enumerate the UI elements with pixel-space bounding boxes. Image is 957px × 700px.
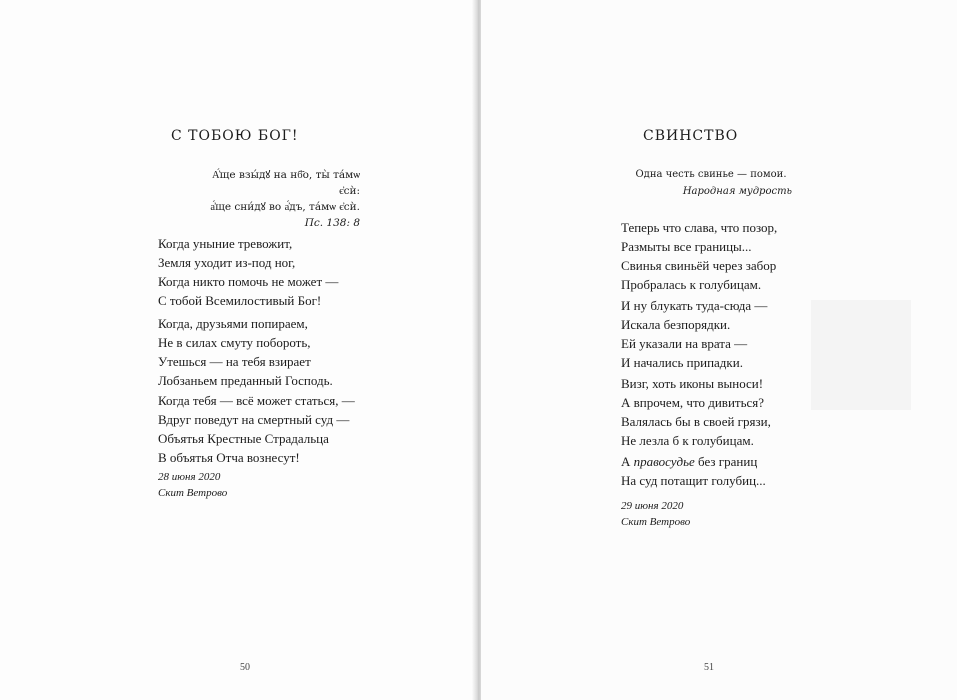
left-stanza-2 [158, 314, 333, 390]
poem-line: Когда, друзьями попираем, [158, 316, 308, 331]
right-page-number: 51 [704, 662, 714, 673]
right-poem-title: СВИНСТВО [643, 128, 739, 144]
poem-line: Размыты все границы... [621, 239, 752, 254]
left-page-number: 50 [240, 662, 250, 673]
poem-line: Когда никто помочь не может — [158, 274, 339, 289]
poem-line: В объятья Отча вознесут! [158, 450, 300, 465]
left-epigraph-line2: а҆́ще сни́дꙋ во а҆́дъ, та́мѡ є҆сѝ. [210, 201, 360, 213]
poem-line: Теперь что слава, что позор, [621, 220, 778, 235]
poem-line: Визг, хоть иконы выноси! [621, 376, 764, 391]
poem-line: Пробралась к голубицам. [621, 277, 762, 292]
show-through-mark [811, 300, 911, 410]
poem-line: Не в силах смуту побороть, [158, 335, 311, 350]
left-stanza-1 [158, 234, 338, 310]
poem-line: И ну блукать туда-сюда — [621, 298, 768, 313]
right-stanza-3 [621, 374, 771, 450]
italic-word: правосудье [633, 454, 695, 469]
poem-line: С тобой Всемилостивый Бог! [158, 293, 322, 308]
poem-line: Не лезла б к голубицам. [621, 433, 754, 448]
left-place: Скит Ветрово [158, 487, 228, 499]
poem-line: Объятья Крестные Страдальца [158, 431, 329, 446]
poem-line: Земля уходит из-под ног, [158, 255, 296, 270]
left-date: 28 июня 2020 [158, 471, 221, 483]
poem-line: Валялась бы в своей грязи, [621, 414, 771, 429]
left-epigraph [190, 167, 360, 231]
poem-line: Искала безпорядки. [621, 317, 731, 332]
right-stanza-2 [621, 296, 767, 372]
left-signature [158, 469, 227, 501]
poem-line: Ей указали на врата — [621, 336, 748, 351]
right-date: 29 июня 2020 [621, 500, 684, 512]
left-stanza-3 [158, 391, 355, 467]
left-poem-title: С ТОБОЮ БОГ! [171, 128, 299, 144]
poem-line: Когда уныние тревожит, [158, 236, 293, 251]
left-epigraph-source: Пс. 138: 8 [304, 217, 360, 229]
right-epigraph-line1: Одна честь свинье — помои. [635, 169, 787, 180]
right-stanza-4 [621, 452, 766, 490]
right-signature [621, 498, 690, 530]
poem-line: Утешься — на тебя взирает [158, 354, 311, 369]
left-epigraph-line1: А҆́ще взы́дꙋ на нб҃о, ты̀ та́мѡ є҆сѝ: [212, 169, 360, 197]
right-epigraph-source: Народная мудрость [682, 186, 792, 197]
right-page [481, 0, 957, 700]
poem-line: Когда тебя — всё может статься, — [158, 393, 355, 408]
poem-line: На суд потащит голубиц... [621, 473, 766, 488]
poem-line: Свинья свиньёй через забор [621, 258, 777, 273]
left-page [0, 0, 476, 700]
poem-line: А впрочем, что дивиться? [621, 395, 765, 410]
poem-line: Вдруг поведут на смертный суд — [158, 412, 350, 427]
right-stanza-1 [621, 218, 777, 294]
line-suffix: без границ [694, 454, 758, 469]
poem-line: Лобзаньем преданный Господь. [158, 373, 333, 388]
right-place: Скит Ветрово [621, 516, 691, 528]
poem-line [621, 452, 766, 471]
line-prefix: А [621, 454, 634, 469]
poem-line: И начались припадки. [621, 355, 743, 370]
right-epigraph [626, 166, 796, 200]
